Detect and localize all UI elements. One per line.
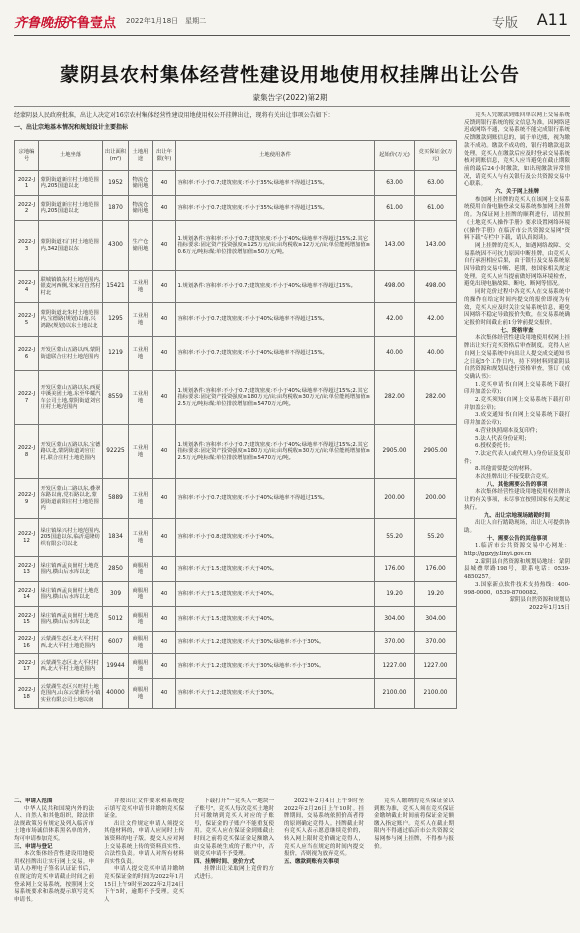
title-divider bbox=[14, 106, 570, 107]
table-row bbox=[15, 479, 457, 519]
cell-start-price: 63.00 bbox=[375, 171, 415, 196]
cell-conditions: 1.规划条件:容积率:不小于0.7;建筑密度:不小于40%;绿地率不得超过15%;2.其它指标要求:固定资产投资强度≥180万元/亩;亩均税收≥30万元/亩;单位能耗增加值≥2.5万元/吨标煤;单位排放增加值≥5470万元/吨。 bbox=[176, 425, 375, 479]
cell-start-price: 55.20 bbox=[375, 519, 415, 557]
section-heading: 十、需要公告的其他事项 bbox=[486, 535, 548, 542]
cell-start-price: 42.00 bbox=[375, 303, 415, 337]
paragraph: 3.国家新点软件技术支持热线：400-998-0000，0539-8700082。 bbox=[464, 581, 570, 596]
cell-start-price: 2100.00 bbox=[375, 679, 415, 709]
cell-land-use: 商服用地 bbox=[129, 582, 153, 607]
cell-land-use: 商服用地 bbox=[129, 654, 153, 679]
right-column-text bbox=[464, 112, 570, 912]
signature-line: 蒙阴县自然资源和规划局 bbox=[509, 597, 570, 604]
cell-start-price: 282.00 bbox=[375, 371, 415, 425]
cell-deposit: 40.00 bbox=[415, 337, 457, 371]
cell-term: 40 bbox=[153, 479, 176, 519]
cell-start-price: 19.20 bbox=[375, 582, 415, 607]
intro-paragraph: 经蒙阴县人民政府批准，出让人决定对16宗农村集体经营性建设用地使用权公开挂牌出让，现将有关出让事项公告如下： bbox=[14, 112, 334, 119]
cell-conditions: 容积率:不小于0.7;建筑密度:不小于35%;绿地率不得超过15%。 bbox=[176, 171, 375, 196]
cell-start-price: 2905.00 bbox=[375, 425, 415, 479]
cell-location: 开发区蒙山五路以西,蒙阴街道联合庄村土地范围内 bbox=[39, 337, 103, 371]
cell-deposit: 42.00 bbox=[415, 303, 457, 337]
cell-area: 1295 bbox=[103, 303, 129, 337]
cell-area: 2850 bbox=[103, 557, 129, 582]
cell-location: 联城镇镇东村土地范围内,银麦河西侧,朱家庄自然村村北 bbox=[39, 271, 103, 303]
section-heading: 九、出让宗地现场踏勘时间 bbox=[483, 512, 550, 519]
cell-location: 开发区蒙山五路以东,宝德路以北,蒙阴街道刘官庄村,联合庄村土地范围内 bbox=[39, 425, 103, 479]
cell-location: 垛庄镇西孟良崮村土地范围内,横山后水库以北 bbox=[39, 557, 103, 582]
cell-location: 蒙阴街道石门村土地范围内,342国道以东 bbox=[39, 221, 103, 271]
cell-start-price: 200.00 bbox=[375, 479, 415, 519]
cell-parcel-id: 2022-J1 bbox=[15, 171, 39, 196]
table-row bbox=[15, 632, 457, 654]
cell-location: 垛庄镇西孟良崮村土地范围内,横山后水库以北 bbox=[39, 582, 103, 607]
cell-location: 垛庄镇垛兴村土地范围内,205国道以东,临沂巡隆纺织有限公司以北 bbox=[39, 519, 103, 557]
cell-start-price: 1227.00 bbox=[375, 654, 415, 679]
paragraph: 本次挂牌出让不接受联合竞买。 bbox=[475, 474, 553, 481]
cell-deposit: 55.20 bbox=[415, 519, 457, 557]
cell-land-use: 工业用地 bbox=[129, 425, 153, 479]
cell-start-price: 498.00 bbox=[375, 271, 415, 303]
cell-land-use: 工业用地 bbox=[129, 337, 153, 371]
col-header-location: 土地坐落 bbox=[39, 141, 103, 171]
announcement-title: 蒙阴县农村集体经营性建设用地使用权挂牌出让公告 bbox=[59, 64, 520, 86]
paragraph: 4.营业执照副本及复印件； bbox=[475, 427, 541, 434]
paragraph: 本次集体经营性建设用地使用权挂牌出让的有关事项，未尽事宜按照国家有关规定执行。 bbox=[464, 489, 570, 511]
cell-location: 蒙阴街道北朱村土地范围内,宝德路(规划)以南,兴鸿路(规划)以东土地以北 bbox=[39, 303, 103, 337]
paragraph: 1.竞买申请书(自网上交易系统下载打印并加盖公章)； bbox=[464, 381, 570, 396]
section-heading: 四、挂牌时间、竞价方式 bbox=[194, 858, 255, 865]
paragraph: 本次集体经营性建设用地使用权网上挂牌出让实行竞买资格后审查制度。竞得人应自网上交易系统中向出让人提交成交通知书之日起5个工作日内，持下列材料到蒙阴县自然资源和规划局进行资格审查，签订《成交确认书》： bbox=[464, 335, 570, 380]
cell-conditions: 容积率:不小于0.8;建筑密度:不小于40%。 bbox=[176, 519, 375, 557]
cell-term: 40 bbox=[153, 221, 176, 271]
cell-deposit: 63.00 bbox=[415, 171, 457, 196]
cell-term: 40 bbox=[153, 557, 176, 582]
paragraph: 参加网上挂牌的竞买人在该网上交易系统使用自备电脑登录交易系统参加网上挂牌的。为保证网上挂牌的顺利进行，请按照《土地竞买人操作手册》要求设置网络环境(《操作手册》在临沂市公共资源交易网"资料下载"专栏中下载，请认真阅读)。 bbox=[464, 196, 570, 242]
bottom-sections bbox=[14, 798, 456, 918]
section-heading: 八、其他需要公告的事项 bbox=[486, 481, 548, 488]
paragraph: 本次集体经营性建设用地使用权挂牌出让实行网上交易。申请人办理电子签名认证证书后，在规定的竞买申请截止时间之前登录网上交易系统，按照网上交易系统要求和系统提示填写竞买申请书。 bbox=[14, 851, 94, 903]
cell-parcel-id: 2022-J14 bbox=[15, 582, 39, 607]
cell-location: 云蒙湖生态区北大平村村西,北大平村土地范围内 bbox=[39, 632, 103, 654]
cell-area: 1870 bbox=[103, 196, 129, 221]
cell-term: 40 bbox=[153, 337, 176, 371]
text-column bbox=[374, 798, 454, 916]
document-number: 蒙集告字(2022)第2期 bbox=[252, 93, 328, 102]
section-heading: 七、资格审查 bbox=[500, 327, 534, 334]
cell-parcel-id: 2022-J6 bbox=[15, 337, 39, 371]
table-row bbox=[15, 196, 457, 221]
section-heading: 六、关于网上挂牌 bbox=[494, 189, 539, 196]
text-column bbox=[284, 798, 364, 916]
paragraph: 竞买人缴纳的竞买保证金以到账为准，竞买人须在竞买保证金缴纳截止时间前将保证金足额缴入指定账户。竞买人在截止期限内不得通过临沂市公共资源交易网参与网上挂牌，不得参与报价。 bbox=[374, 798, 454, 850]
cell-deposit: 61.00 bbox=[415, 196, 457, 221]
cell-deposit: 176.00 bbox=[415, 557, 457, 582]
cell-term: 40 bbox=[153, 271, 176, 303]
table-header-row bbox=[15, 141, 457, 171]
cell-location: 开发区蒙山二路以东,叠翠东路以南,党石路以北,蒙阴街道前阳庄村土地范围内 bbox=[39, 479, 103, 519]
paragraph: 出让文件规定申请人须提交其他材料的，申请人应同时上传该资料的电子版。提交人应对网上交易系统上传的资料真实性、合法性负责。申请人对所有材料真实性负责。 bbox=[104, 820, 184, 865]
cell-parcel-id: 2022-J16 bbox=[15, 632, 39, 654]
edition-label: 专版 bbox=[491, 16, 518, 31]
cell-term: 40 bbox=[153, 171, 176, 196]
newspaper-logo: 齐鲁晚报 bbox=[14, 16, 67, 31]
cell-area: 4300 bbox=[103, 221, 129, 271]
cell-start-price: 40.00 bbox=[375, 337, 415, 371]
section-heading: 三、申请与登记 bbox=[14, 843, 53, 850]
table-row bbox=[15, 654, 457, 679]
cell-area: 309 bbox=[103, 582, 129, 607]
paragraph: 3.成交通知书(自网上交易系统下载打印并加盖公章)； bbox=[464, 412, 570, 427]
paragraph: 7.法定代表人(或代理人)身份证及复印件； bbox=[464, 450, 570, 465]
cell-location: 蒙阴街道新庄村土地范围内,205国道以北 bbox=[39, 171, 103, 196]
cell-conditions: 容积率:不大于1.2;建筑密度:不大于30%;绿地率:不小于30%。 bbox=[176, 654, 375, 679]
cell-conditions: 1.规划条件:容积率:不小于0.7;建筑密度:不小于40%;绿地率不得超过15%;2.其它指标要求:固定资产投资强度≥125万元/亩;亩均税收≥12万元/亩;单位能耗增加值≥0.6万元/吨标煤;单位排放增加值≥50万元/吨。 bbox=[176, 221, 375, 271]
cell-deposit: 370.00 bbox=[415, 632, 457, 654]
table-row bbox=[15, 582, 457, 607]
cell-conditions: 1.规划条件:容积率:不小于0.7;建筑密度:不小于40%;绿地率不得超过15%;2.其它指标要求:固定资产投资强度≥180万元/亩;亩均税收≥30万元/亩;单位能耗增加值≥2.5万元/吨标煤;单位排放增加值≥5470万元/吨。 bbox=[176, 371, 375, 425]
table-row bbox=[15, 271, 457, 303]
table-row bbox=[15, 337, 457, 371]
col-header-conditions: 土地使用条件 bbox=[176, 141, 375, 171]
cell-conditions: 容积率:不大于1.5;建筑密度:不大于40%。 bbox=[176, 557, 375, 582]
cell-area: 1952 bbox=[103, 171, 129, 196]
text-column bbox=[14, 798, 94, 916]
cell-term: 40 bbox=[153, 519, 176, 557]
cell-term: 40 bbox=[153, 632, 176, 654]
section-heading: 一、出让宗地基本情况和规划设计主要指标 bbox=[14, 124, 129, 131]
cell-start-price: 143.00 bbox=[375, 221, 415, 271]
cell-deposit: 2905.00 bbox=[415, 425, 457, 479]
cell-area: 1834 bbox=[103, 519, 129, 557]
cell-term: 40 bbox=[153, 654, 176, 679]
cell-location: 垛庄镇西孟良崮村土地范围内,横山后水库以北 bbox=[39, 607, 103, 632]
cell-start-price: 304.00 bbox=[375, 607, 415, 632]
cell-land-use: 商服用地 bbox=[129, 557, 153, 582]
cell-land-use: 物流仓储用地 bbox=[129, 171, 153, 196]
paragraph: 挂牌出让采取网上竞价的方式进行。 bbox=[194, 866, 274, 880]
table-row bbox=[15, 679, 457, 709]
col-header-parcel-id: 宗地编号 bbox=[15, 141, 39, 171]
cell-conditions: 容积率:不大于1.5;建筑密度:不大于40%。 bbox=[176, 582, 375, 607]
cell-term: 40 bbox=[153, 582, 176, 607]
cell-land-use: 商服用地 bbox=[129, 607, 153, 632]
text-column bbox=[194, 798, 274, 916]
cell-parcel-id: 2022-J18 bbox=[15, 679, 39, 709]
page-number: A11 bbox=[536, 10, 568, 29]
cell-conditions: 容积率:不大于1.5;建筑密度:不大于40%。 bbox=[176, 607, 375, 632]
paragraph: 竞买人凭缴款到账回单以网上交易系统反馈到银行系统的报文信息为准，因网络延迟或网络不通，交易系统不能完成银行系统反馈缴款到账信息的，属于单边账，视为缴款不成功。缴款不成功的，银行将缴款退款处理，竞买人在缴款后应及时登录交易系统核对到账信息，竞买人应当避免在截止期限前的最后24小时缴款，如出现缴款异常情况，请竞买人与有关银行及公共资源交易中心联系。 bbox=[464, 112, 570, 188]
paragraph: 5.法人代表身份证明； bbox=[475, 435, 530, 442]
cell-term: 40 bbox=[153, 679, 176, 709]
cell-land-use: 工业用地 bbox=[129, 519, 153, 557]
col-header-area: 出让面积(m²) bbox=[103, 141, 129, 171]
cell-land-use: 工业用地 bbox=[129, 271, 153, 303]
text-column bbox=[104, 798, 184, 916]
paragraph: 2022年2月4日上午9时至2022年2月26日上午10时。挂牌期间，交易系统依照价高者得的原则确定竞得人。挂牌截止时有竞买人表示愿意继续竞价的，转入网上限时竞价确定竞得人，竞买人应当在规定的时间内提交报价，否则视为放弃竞买。 bbox=[284, 798, 364, 858]
table-row bbox=[15, 171, 457, 196]
table-row bbox=[15, 221, 457, 271]
cell-conditions: 容积率:不小于0.7;建筑密度:不小于40%;绿地率不得超过15%。 bbox=[176, 479, 375, 519]
col-header-term: 出让年限(年) bbox=[153, 141, 176, 171]
table-body bbox=[15, 171, 457, 709]
cell-land-use: 商服用地 bbox=[129, 679, 153, 709]
cell-term: 40 bbox=[153, 607, 176, 632]
cell-conditions: 容积率:不大于1.2;建筑密度:不大于30%;绿地率:不小于30%。 bbox=[176, 632, 375, 654]
table-row bbox=[15, 557, 457, 582]
app-logo: 齐鲁壹点 bbox=[64, 16, 117, 31]
paragraph: 中华人民共和国境内外的法人、自然人和其他组织，除法律法规政策另有规定及列入临沂市土地市场诚信体系黑名单的外，均可申请参加竞买。 bbox=[14, 805, 94, 842]
cell-parcel-id: 2022-J2 bbox=[15, 196, 39, 221]
paragraph: 8.其他需要提交的材料。 bbox=[475, 466, 536, 473]
table-row bbox=[15, 425, 457, 479]
cell-parcel-id: 2022-J3 bbox=[15, 221, 39, 271]
cell-area: 15421 bbox=[103, 271, 129, 303]
paragraph: 网上挂牌的竞买人，如遇网络故障、交易系统因不可抗力原因中断挂牌，由竞买人自行承担相应后果，由于银行及交易系统原因导致的交易中断、延期，按国家相关规定处理。竞买人应当提前做好网络环境检查，避免出现电脑故障、断电、断网等情况。 bbox=[464, 242, 570, 288]
section-heading: 二、申请人范围 bbox=[14, 798, 53, 804]
cell-area: 19944 bbox=[103, 654, 129, 679]
cell-area: 92225 bbox=[103, 425, 129, 479]
cell-location: 开发区蒙山五路以东,西夏中溪美团土地,东至华耀汽车公司土地,蒙阴街道刘官庄村土地范围内 bbox=[39, 371, 103, 425]
paragraph: 6.授权委托书； bbox=[475, 443, 514, 450]
paragraph: 同时竞价过程中各竞买人在交易系统中的操作在给定时间内提交的报价即视为有效，竞买人应及时关注交易系统信息，避免因网络不稳定导致报价失败，在交易系统确定报价时间截止前1分钟前提交报价。 bbox=[464, 289, 570, 326]
table-row bbox=[15, 371, 457, 425]
cell-parcel-id: 2022-J7 bbox=[15, 371, 39, 425]
paragraph: 2.竞买须知(自网上交易系统下载打印并加盖公章)； bbox=[464, 397, 570, 411]
cell-conditions: 容积率:不小于0.7;建筑密度:不小于40%;绿地率不得超过15%。 bbox=[176, 337, 375, 371]
cell-start-price: 61.00 bbox=[375, 196, 415, 221]
cell-area: 5889 bbox=[103, 479, 129, 519]
paragraph: 申请人提交竞买申请并缴纳竞买保证金的时间为2022年1月15日上午9时至2022年2月24日下午5时，逾期不予受理。竞买人 bbox=[104, 866, 184, 903]
cell-conditions: 1.规划条件:容积率:不小于0.7;建筑密度:不小于40%;绿地率不得超过15%。 bbox=[176, 271, 375, 303]
cell-conditions: 容积率:不大于1.2;建筑密度:不大于30%。 bbox=[176, 679, 375, 709]
paragraph: 下载打开"一竞买人一地块一子账号"，竞买人每次竞买土地时只可缴纳到竞买人对应的子账号，保证金的子账户不能重复使用。竞买人应在保证金到账截止时间之前将竞买保证金足额缴入由交易系统生成的子账户中，否则竞买申请不予受理。 bbox=[194, 798, 274, 858]
paragraph: 并按出让文件要求和系统提示填写竞买申请书并缴纳竞买保证金。 bbox=[104, 798, 184, 820]
cell-land-use: 生产仓储用地 bbox=[129, 221, 153, 271]
table-row bbox=[15, 519, 457, 557]
parcel-table bbox=[14, 140, 457, 709]
cell-term: 40 bbox=[153, 303, 176, 337]
cell-parcel-id: 2022-J9 bbox=[15, 479, 39, 519]
signature-line: 2022年1月15日 bbox=[529, 605, 570, 611]
cell-area: 5012 bbox=[103, 607, 129, 632]
cell-area: 1219 bbox=[103, 337, 129, 371]
cell-location: 云蒙湖生态区兴旺村土地范围内,山东云蒙秉寿小镇实业有限公司土地以南 bbox=[39, 679, 103, 709]
cell-location: 云蒙湖生态区北大平村村西,北大平村土地范围内 bbox=[39, 654, 103, 679]
cell-conditions: 容积率:不小于0.7;建筑密度:不小于40%;绿地率不得超过15%。 bbox=[176, 303, 375, 337]
cell-area: 6007 bbox=[103, 632, 129, 654]
col-header-start-price: 起始价(万元) bbox=[375, 141, 415, 171]
cell-deposit: 2100.00 bbox=[415, 679, 457, 709]
cell-land-use: 工业用地 bbox=[129, 371, 153, 425]
col-header-deposit: 竞买保证金(万元) bbox=[415, 141, 457, 171]
paragraph: 出让人自行踏勘现场，出让人可提供协助。 bbox=[464, 520, 570, 534]
cell-area: 40000 bbox=[103, 679, 129, 709]
cell-parcel-id: 2022-J8 bbox=[15, 425, 39, 479]
cell-start-price: 370.00 bbox=[375, 632, 415, 654]
cell-land-use: 工业用地 bbox=[129, 479, 153, 519]
cell-start-price: 176.00 bbox=[375, 557, 415, 582]
cell-parcel-id: 2022-J5 bbox=[15, 303, 39, 337]
cell-term: 40 bbox=[153, 371, 176, 425]
cell-deposit: 498.00 bbox=[415, 271, 457, 303]
cell-parcel-id: 2022-J15 bbox=[15, 607, 39, 632]
masthead bbox=[14, 10, 570, 36]
cell-deposit: 200.00 bbox=[415, 479, 457, 519]
table-row bbox=[15, 607, 457, 632]
issue-date: 2022年1月18日 星期二 bbox=[126, 17, 207, 25]
cell-parcel-id: 2022-J13 bbox=[15, 557, 39, 582]
cell-area: 8559 bbox=[103, 371, 129, 425]
paragraph: 2.蒙阴县自然资源和规划局地址：蒙阴县城叠翠路198号，联系电话：0539-4850257。 bbox=[464, 558, 570, 581]
cell-parcel-id: 2022-J17 bbox=[15, 654, 39, 679]
cell-term: 40 bbox=[153, 196, 176, 221]
table-row bbox=[15, 303, 457, 337]
cell-deposit: 282.00 bbox=[415, 371, 457, 425]
cell-location: 蒙阴街道新庄村土地范围内,205国道以北 bbox=[39, 196, 103, 221]
section-heading: 五、缴款到账有关事项 bbox=[284, 858, 340, 865]
cell-parcel-id: 2022-J12 bbox=[15, 519, 39, 557]
col-header-use: 土地用途 bbox=[129, 141, 153, 171]
cell-deposit: 19.20 bbox=[415, 582, 457, 607]
cell-land-use: 物流仓储用地 bbox=[129, 196, 153, 221]
cell-land-use: 商服用地 bbox=[129, 632, 153, 654]
paragraph: 1.临沂市公共资源交易中心网址：http://ggzyjy.linyi.gov.cn bbox=[464, 543, 570, 558]
cell-land-use: 工业用地 bbox=[129, 303, 153, 337]
cell-conditions: 容积率:不小于0.7;建筑密度:不小于35%;绿地率不得超过15%。 bbox=[176, 196, 375, 221]
cell-deposit: 143.00 bbox=[415, 221, 457, 271]
cell-deposit: 1227.00 bbox=[415, 654, 457, 679]
cell-term: 40 bbox=[153, 425, 176, 479]
cell-parcel-id: 2022-J4 bbox=[15, 271, 39, 303]
cell-deposit: 304.00 bbox=[415, 607, 457, 632]
